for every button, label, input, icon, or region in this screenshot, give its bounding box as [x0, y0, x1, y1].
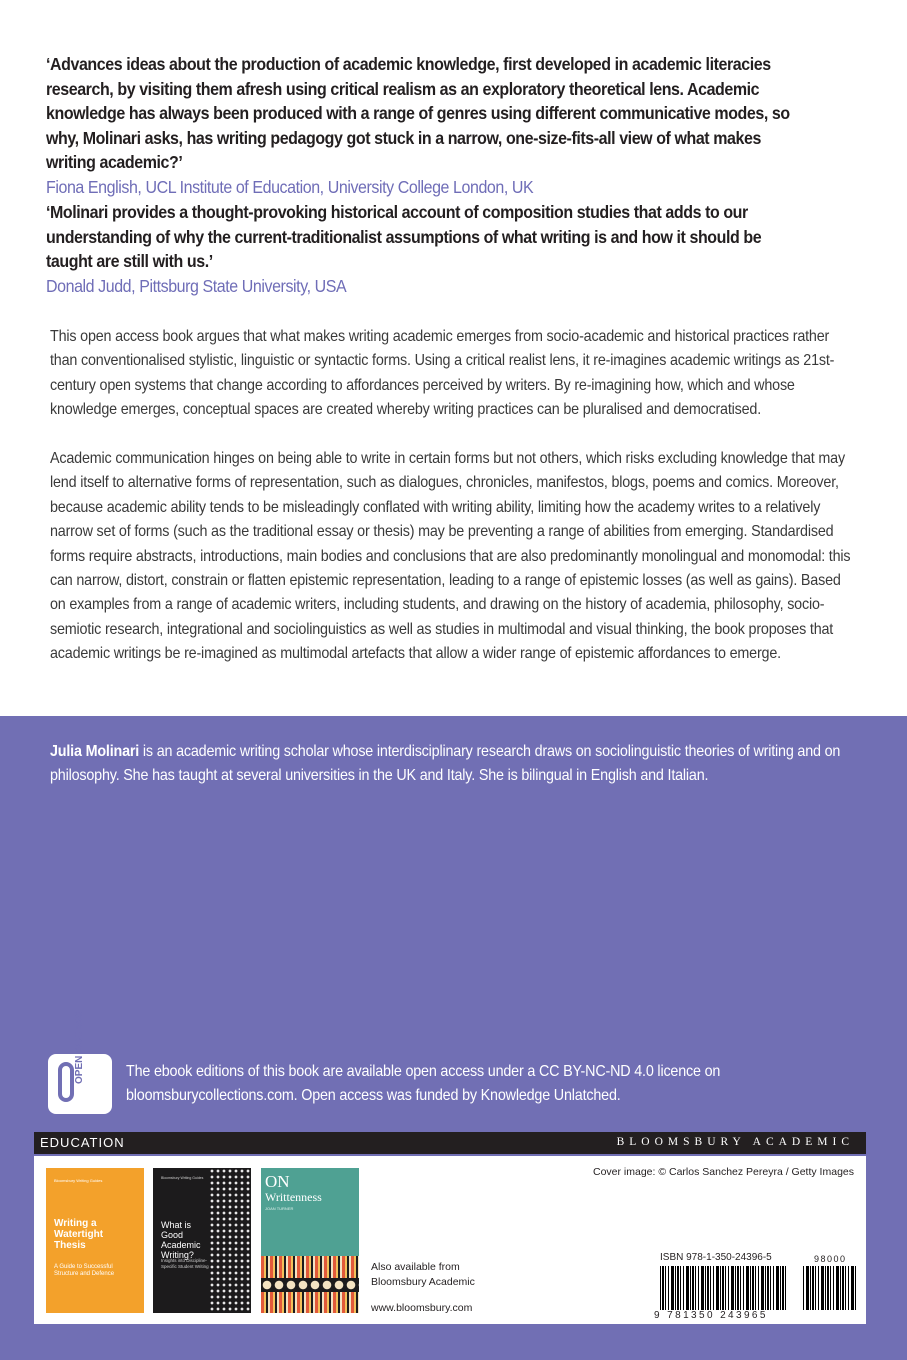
barcode-addon: 98000 [814, 1254, 847, 1264]
cover-series: Bloomsbury Writing Guides [54, 1178, 103, 1183]
book-cover-writing-watertight-thesis [46, 1168, 144, 1313]
lock-icon [58, 1062, 74, 1102]
cover-author: JOAN TURNER [265, 1206, 294, 1211]
barcode-gap [788, 1266, 802, 1310]
author-bio [50, 740, 860, 789]
cover-title: Writing a Watertight Thesis [54, 1218, 104, 1251]
book-cover-on-writtenness [261, 1168, 359, 1313]
open-access-logo-text: OPEN ACCESS [74, 1011, 85, 1084]
quote-attribution: Fiona English, UCL Institute of Education, University College London, UK [46, 176, 534, 197]
cover-subtitle: Insights into Discipline-Specific Student Writing [161, 1258, 209, 1269]
endorsement-quote-2 [46, 200, 809, 298]
quote-text: ‘Advances ideas about the production of academic knowledge, first developed in academic literacies research, by visiting them afresh using critical realism as an exploratory theoretical lens. Academic knowledge has always been produced with a range of genres using different communicative modes, so why, Molinari asks, has writing pedagogy got stuck in a narrow, one-size-fits-all view of what makes writing academic?’ [46, 54, 790, 172]
isbn-text: ISBN 978-1-350-24396-5 [660, 1252, 772, 1263]
author-bio-text: is an academic writing scholar whose interdisciplinary research draws on sociolinguistic theories of writing and on philosophy. She has taught at several universities in the UK and Italy. She is bilingual in English and Italian. [50, 743, 841, 785]
endorsement-quote-1 [46, 52, 809, 199]
cover-credit: Cover image: © Carlos Sanchez Pereyra / Getty Images [592, 1166, 854, 1178]
cover-title: ON [265, 1172, 290, 1191]
cover-title: What is Good Academic Writing? [161, 1220, 201, 1260]
cover-title-2: Writtenness [265, 1190, 322, 1204]
description-paragraph-1: This open access book argues that what makes writing academic emerges from socio-academic and historical practices rather than conventionalised stylistic, linguistic or syntactic forms. Using a critical realist lens, it re-imagines academic writings as 21st-century open systems that change according to affordances perceived by writers. By re-imagining how, which and whose knowledge emerges, conceptual spaces are created whereby writing practices can be pluralised and democratised. [50, 328, 835, 419]
book-cover-good-academic-writing [153, 1168, 251, 1313]
cover-subtitle: A Guide to Successful Structure and Defence [54, 1264, 115, 1277]
quote-text: ‘Molinari provides a thought-provoking historical account of composition studies that adds to our understanding of why the current-traditionalist assumptions of what writing is and how it should be taught are still with us.’ [46, 202, 762, 271]
subject-bar [34, 1132, 866, 1154]
open-access-note: The ebook editions of this book are available open access under a CC BY-NC-ND 4.0 licence on bloomsburycollections.com. Open access was funded by Knowledge Unlatched. [126, 1063, 721, 1105]
cover-series: Bloomsbury Writing Guides [161, 1176, 204, 1180]
subject-label: EDUCATION [40, 1135, 125, 1150]
author-name: Julia Molinari [50, 743, 140, 760]
barcode-number: 9 781350 243965 [654, 1310, 768, 1321]
circle-pattern [261, 1279, 359, 1291]
publisher-logo: BLOOMSBURY ACADEMIC [616, 1136, 854, 1148]
bottom-panel [34, 1156, 866, 1324]
website-text: www.bloomsbury.com [371, 1302, 473, 1314]
dot-pattern [209, 1168, 251, 1313]
description-paragraph-2: Academic communication hinges on being able to write in certain forms but not others, which risks excluding knowledge that may lend itself to alternative forms of representation, such as dialogues, chronicles, manifestos, blogs, poems and comics. Moreover, because academic ability tends to be misleadingly conflated with writing ability, limiting how the academy writes to a relatively narrow set of forms (such as the traditional essay or thesis) may be preventing a range of abilities from emerging. Standardised forms require abstracts, introductions, main bodies and conclusions that are also predominantly monolingual and monomodal: this can narrow, distort, constrain or flatten epistemic representation, leading to a range of epistemic losses (as well as gains). Based on examples from a range of academic writers, including students, and drawing on the history of academia, philosophy, socio-semiotic research, integrational and sociolinguistics as well as studies in multimodal and visual thinking, the book proposes that academic writings be re-imagined as multimodal artefacts that allow a wider range of epistemic affordances to emerge. [50, 450, 851, 663]
also-available-text: Also available from Bloomsbury Academic [371, 1261, 475, 1288]
quote-attribution: Donald Judd, Pittsburg State University, USA [46, 275, 347, 296]
open-access-logo-icon [48, 1011, 112, 1114]
